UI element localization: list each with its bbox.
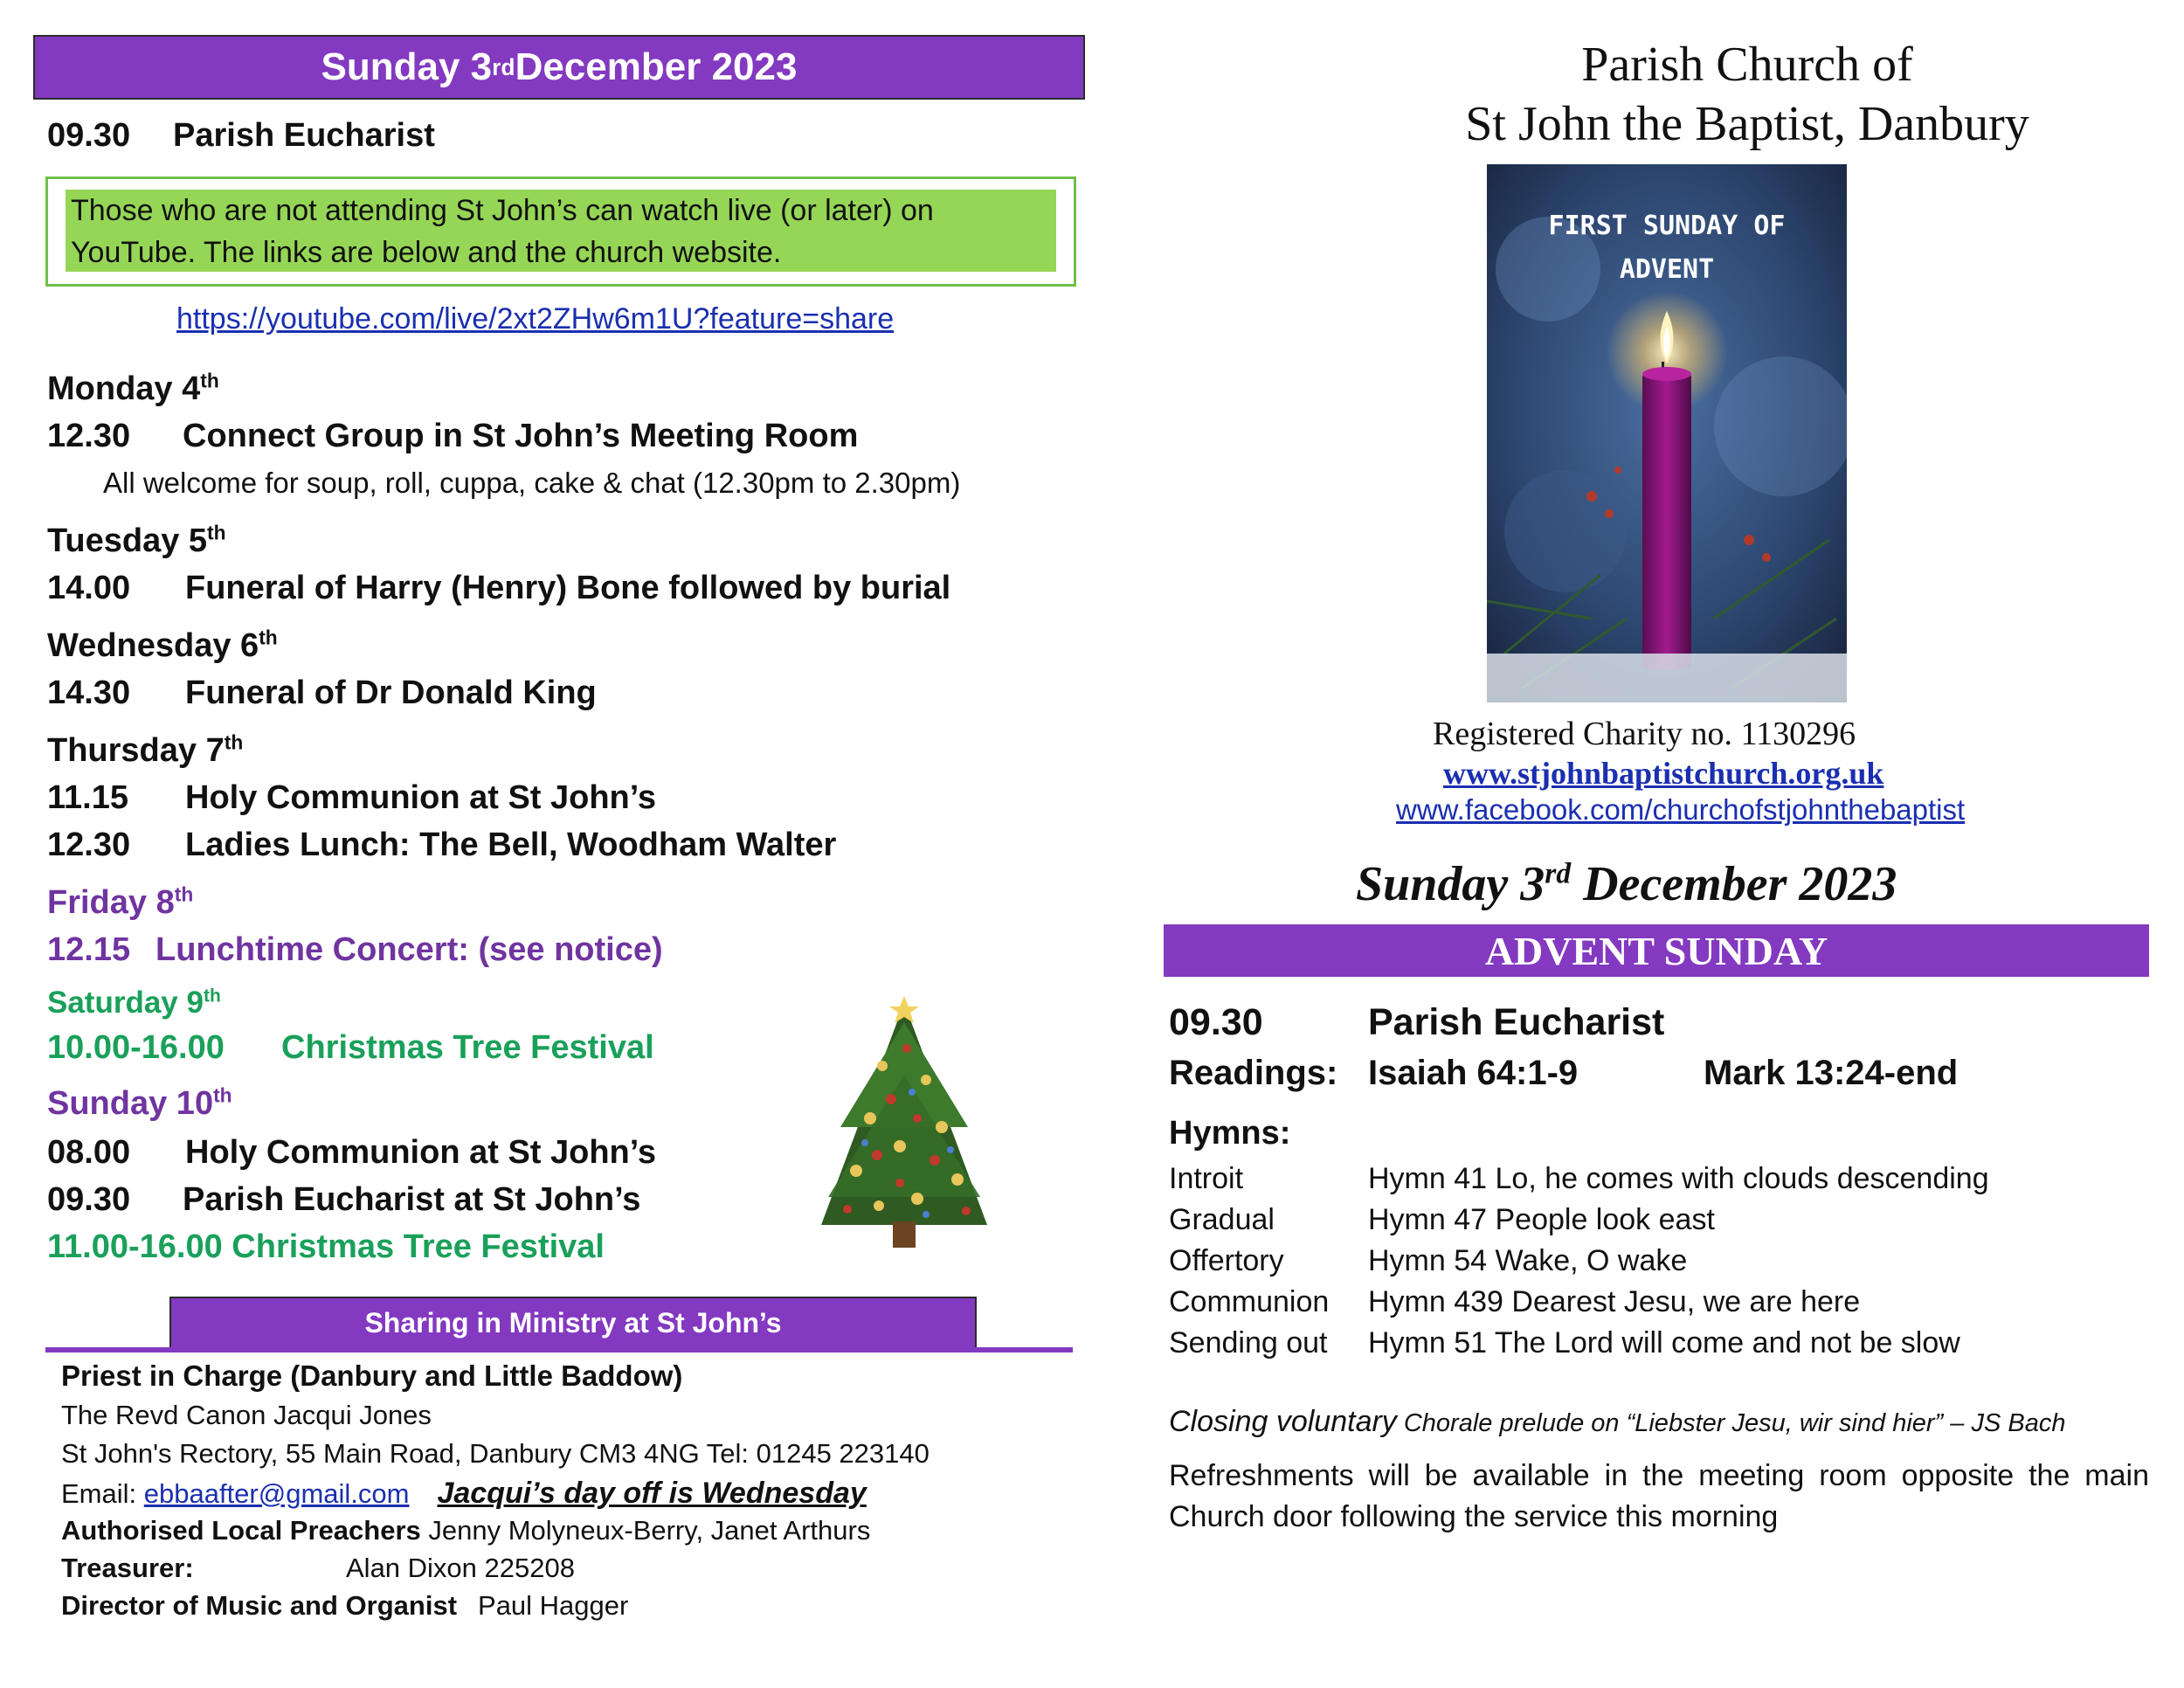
day-label: Tuesday 5: [47, 522, 208, 559]
monday-note: All welcome for soup, roll, cuppa, cake & chat (12.30pm to 2.30pm): [103, 467, 961, 499]
thursday-event-1: [47, 779, 656, 817]
church-title-line2: St John the Baptist, Danbury: [1465, 97, 2029, 151]
hymn-row: [1169, 1244, 1989, 1285]
youtube-notice-text: Those who are not attending St John’s can watch live (or later) on YouTube. The links are below and the church website.: [66, 190, 1056, 272]
event-title: Holy Communion at St John’s: [185, 1134, 657, 1171]
day-sup: th: [207, 521, 226, 544]
email-link[interactable]: ebbaafter@gmail.com: [143, 1478, 410, 1509]
hymn-list: [1169, 1162, 1989, 1367]
friday-heading: [47, 884, 193, 922]
charity-number: Registered Charity no. 1130296: [1433, 716, 1856, 752]
tuesday-event: [47, 570, 950, 607]
day-off-note: Jacqui’s day off is Wednesday: [437, 1477, 867, 1510]
hymn-part: Gradual: [1169, 1203, 1275, 1236]
hymn-row: [1169, 1326, 1989, 1367]
event-time: 09.30: [47, 117, 131, 154]
sunday10-event-3: 11.00-16.00 Christmas Tree Festival: [47, 1228, 605, 1265]
service-date-rest: December 2023: [1571, 857, 1897, 911]
reading-1: Isaiah 64:1-9: [1368, 1054, 1579, 1092]
treasurer-name: Alan Dixon 225208: [346, 1553, 575, 1583]
event-title: Connect Group in St John’s Meeting Room: [183, 418, 859, 454]
saturday-heading: [47, 986, 221, 1020]
day-label: Saturday 9: [47, 986, 204, 1020]
music-label: Director of Music and Organist: [61, 1590, 458, 1621]
monday-heading: [47, 370, 219, 408]
event-time: 10.00-16.00: [47, 1029, 225, 1066]
day-label: Friday 8: [47, 884, 175, 921]
top-date-main: Sunday 3: [321, 45, 493, 88]
service-date-main: Sunday 3: [1356, 857, 1545, 911]
readings-row: [1169, 1054, 1958, 1093]
right-service-row: [1169, 1001, 1664, 1044]
image-caption-line1: FIRST SUNDAY OF: [1548, 211, 1786, 241]
music-name: Paul Hagger: [478, 1590, 629, 1621]
event-title: Lunchtime Concert: (see notice): [156, 931, 663, 968]
day-label: Monday 4: [47, 370, 201, 407]
website-link[interactable]: www.stjohnbaptistchurch.org.uk: [1443, 756, 1884, 791]
day-sup: th: [259, 626, 278, 649]
image-caption-line2: ADVENT: [1619, 254, 1715, 285]
event-time: 11.15: [47, 779, 128, 816]
saturday-event: [47, 1029, 654, 1067]
event-time: 14.00: [47, 570, 131, 606]
sunday10-event-2: [47, 1181, 640, 1219]
music-row: [61, 1590, 628, 1622]
wednesday-heading: [47, 627, 278, 665]
email-label: Email:: [61, 1478, 144, 1509]
email-row: [61, 1477, 867, 1511]
hymn-part: Offertory: [1169, 1244, 1284, 1277]
top-date-rest: December 2023: [515, 45, 798, 88]
day-sup: th: [174, 882, 194, 906]
event-title: Parish Eucharist: [173, 117, 435, 154]
hymn-part: Sending out: [1169, 1326, 1328, 1359]
preachers-names: Jenny Molyneux-Berry, Janet Arthurs: [420, 1515, 871, 1546]
hymn-title: Hymn 41 Lo, he comes with clouds descending: [1368, 1162, 1989, 1195]
service-time: 09.30: [1169, 1001, 1263, 1043]
service-date: [1356, 856, 1897, 912]
hymn-row: [1169, 1162, 1989, 1203]
event-time: 12.30: [47, 827, 131, 863]
youtube-notice-box: [45, 176, 1076, 287]
day-sup: th: [224, 730, 244, 754]
sunday-service-row: [47, 117, 435, 155]
hymn-title: Hymn 439 Dearest Jesu, we are here: [1368, 1285, 1861, 1318]
church-title: [1310, 35, 2184, 154]
day-sup: th: [203, 986, 221, 1007]
preachers-row: [61, 1515, 870, 1546]
event-time: 09.30: [47, 1181, 131, 1218]
christmas-tree-icon: [786, 996, 1022, 1258]
service-date-sup: rd: [1545, 857, 1572, 890]
event-title: Funeral of Dr Donald King: [185, 675, 597, 711]
day-label: Wednesday 6: [47, 627, 259, 664]
wednesday-event: [47, 675, 597, 712]
advent-candle-image: [1487, 164, 1847, 702]
youtube-link[interactable]: https://youtube.com/live/2xt2ZHw6m1U?feature=share: [176, 302, 895, 336]
ministry-divider: [45, 1347, 1073, 1352]
thursday-heading: [47, 732, 243, 770]
hymn-title: Hymn 54 Wake, O wake: [1368, 1244, 1688, 1277]
reading-2: Mark 13:24-end: [1704, 1054, 1959, 1092]
event-title: Funeral of Harry (Henry) Bone followed by burial: [185, 570, 951, 606]
sunday10-event-1: [47, 1134, 656, 1172]
treasurer-row: [61, 1553, 575, 1584]
treasurer-label: Treasurer:: [61, 1553, 194, 1583]
service-title: Parish Eucharist: [1368, 1001, 1665, 1043]
ministry-banner: Sharing in Ministry at St John’s: [169, 1297, 977, 1349]
event-time: 14.30: [47, 675, 131, 711]
hymns-label: Hymns:: [1169, 1115, 1291, 1152]
candle-icon: [1487, 164, 1847, 702]
event-time: 08.00: [47, 1134, 131, 1171]
tuesday-heading: [47, 522, 226, 560]
event-title: Ladies Lunch: The Bell, Woodham Walter: [185, 827, 837, 863]
thursday-event-2: [47, 827, 836, 864]
hymn-title: Hymn 47 People look east: [1368, 1203, 1715, 1236]
hymn-row: [1169, 1203, 1989, 1244]
rectory-address: St John's Rectory, 55 Main Road, Danbury CM3 4NG Tel: 01245 223140: [61, 1438, 930, 1469]
day-label: Thursday 7: [47, 732, 225, 769]
advent-sunday-banner: ADVENT SUNDAY: [1164, 924, 2149, 977]
monday-event: [47, 418, 858, 455]
hymn-part: Introit: [1169, 1162, 1244, 1195]
hymn-row: [1169, 1285, 1989, 1326]
closing-voluntary: [1169, 1405, 2065, 1439]
voluntary-text: Chorale prelude on “Liebster Jesu, wir sind hier” – JS Bach: [1396, 1409, 2066, 1437]
priest-name: The Revd Canon Jacqui Jones: [61, 1400, 432, 1430]
day-sup: th: [213, 1083, 232, 1107]
priest-title: Priest in Charge (Danbury and Little Baddow): [61, 1359, 683, 1392]
church-title-line1: Parish Church of: [1581, 38, 1913, 92]
event-title: Christmas Tree Festival: [281, 1029, 654, 1066]
hymn-title: Hymn 51 The Lord will come and not be slow: [1368, 1326, 1960, 1359]
facebook-link[interactable]: www.facebook.com/churchofstjohnthebaptist: [1396, 793, 1966, 826]
event-time: 12.30: [47, 418, 131, 454]
day-sup: th: [200, 369, 219, 392]
event-title: Holy Communion at St John’s: [185, 779, 657, 816]
event-title: Parish Eucharist at St John’s: [183, 1181, 641, 1218]
friday-event: [47, 931, 663, 969]
sunday10-heading: [47, 1085, 232, 1123]
voluntary-label: Closing voluntary: [1169, 1405, 1397, 1438]
day-label: Sunday 10: [47, 1085, 214, 1122]
preachers-label: Authorised Local Preachers: [61, 1515, 421, 1546]
hymn-part: Communion: [1169, 1285, 1330, 1318]
event-time: 12.15: [47, 931, 131, 968]
top-date-banner: Sunday 3 rd December 2023: [33, 35, 1085, 100]
refreshments-note: Refreshments will be available in the meeting room opposite the main Church door following the service this morning: [1169, 1459, 2149, 1533]
readings-label: Readings:: [1169, 1054, 1338, 1092]
